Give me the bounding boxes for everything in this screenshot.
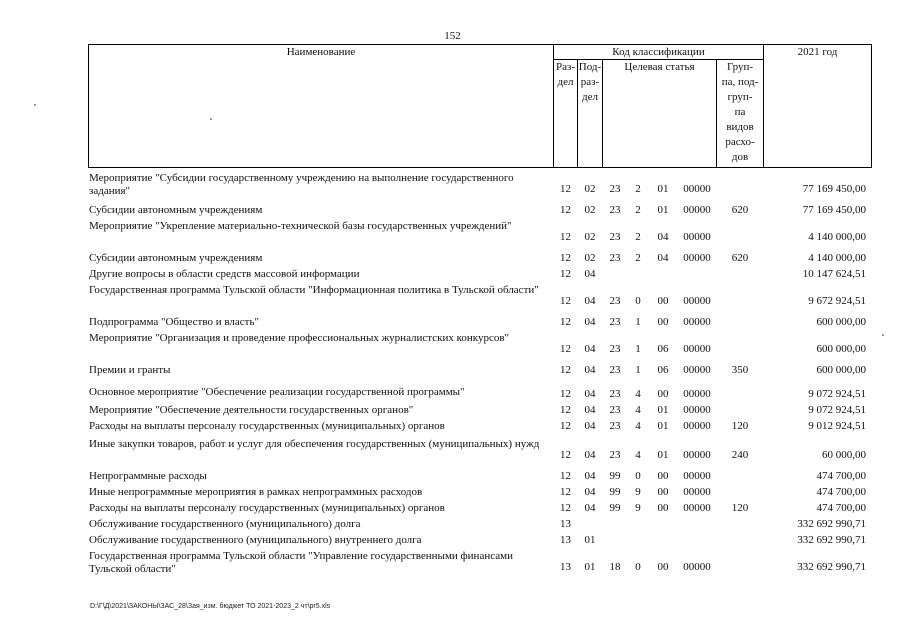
file-path: D:\Г\Д\2021\ЗАКОНЫ\ЗАС_28\Зая_изм. бюджет ТО 2021-2023_2 чт\pr5.xls [90, 603, 331, 610]
row-code-pr: 01 [584, 534, 596, 546]
row-amount: 4 140 000,00 [808, 252, 866, 264]
header-classification: Код классификации [612, 46, 705, 58]
row-code-c1: 99 [609, 502, 621, 514]
row-code-pr: 04 [584, 449, 596, 461]
row-code-c1: 23 [609, 252, 621, 264]
row-code-c4: 00000 [683, 316, 711, 328]
row-code-c3: 04 [657, 252, 669, 264]
header-year-cell [763, 44, 872, 168]
row-code-c4: 00000 [683, 252, 711, 264]
row-code-pr: 02 [584, 183, 596, 195]
row-code-c2: 0 [635, 470, 641, 482]
table-row [88, 502, 872, 516]
row-name: Государственная программа Тульской области "Информационная политика в Тульской области" [89, 284, 539, 296]
row-code-c4: 00000 [683, 420, 711, 432]
row-code-c4: 00000 [683, 204, 711, 216]
row-name: Расходы на выплаты персоналу государственных (муниципальных) органов [89, 420, 445, 432]
row-name: Другие вопросы в области средств массовой информации [89, 268, 360, 280]
row-code-rz: 13 [560, 534, 571, 546]
header-classification-cell [553, 44, 764, 60]
row-name: Мероприятие "Организация и проведение профессиональных журналистских конкурсов" [89, 332, 510, 344]
row-amount: 474 700,00 [816, 470, 866, 482]
row-amount: 77 169 450,00 [802, 204, 866, 216]
table-row [88, 438, 872, 468]
row-code-c3: 00 [657, 502, 669, 514]
row-code-c4: 00000 [683, 486, 711, 498]
row-name: Непрограммные расходы [89, 470, 207, 482]
table-row [88, 382, 872, 402]
row-code-c2: 1 [635, 343, 641, 355]
row-code-pr: 04 [584, 343, 596, 355]
row-code-c1: 23 [609, 420, 621, 432]
header-name-cell [88, 44, 554, 168]
row-code-c2: 9 [635, 502, 641, 514]
row-name: Основное мероприятие "Обеспечение реализации государственной программы" [89, 386, 465, 398]
row-name: Обслуживание государственного (муниципального) внутреннего долга [89, 534, 422, 546]
row-code-c2: 1 [635, 316, 641, 328]
row-code-c1: 23 [609, 231, 621, 243]
row-amount: 332 692 990,71 [797, 561, 866, 573]
row-code-c1: 23 [609, 343, 621, 355]
table-row [88, 316, 872, 330]
row-code-c1: 23 [609, 204, 621, 216]
row-code-pr: 02 [584, 252, 596, 264]
row-code-c2: 2 [635, 183, 641, 195]
row-amount: 9 672 924,51 [808, 295, 866, 307]
row-code-vr: 620 [731, 204, 749, 216]
row-amount: 10 147 624,51 [802, 268, 866, 280]
row-code-pr: 04 [584, 420, 596, 432]
row-name: Мероприятие "Укрепление материально-технической базы государственных учреждений" [89, 220, 512, 232]
row-code-rz: 12 [560, 231, 571, 243]
row-name: Подпрограмма "Общество и власть" [89, 316, 259, 328]
scan-speck [34, 104, 36, 106]
row-code-pr: 04 [584, 486, 596, 498]
row-code-c3: 00 [657, 388, 669, 400]
row-code-c2: 2 [635, 252, 641, 264]
row-amount: 9 072 924,51 [808, 404, 866, 416]
row-code-pr: 04 [584, 295, 596, 307]
row-code-c3: 01 [657, 420, 669, 432]
row-code-c2: 4 [635, 420, 641, 432]
row-code-pr: 04 [584, 268, 596, 280]
row-code-pr: 04 [584, 404, 596, 416]
row-code-c4: 00000 [683, 470, 711, 482]
header-name: Наименование [286, 46, 356, 58]
row-code-c1: 99 [609, 486, 621, 498]
row-code-c1: 99 [609, 470, 621, 482]
row-code-rz: 12 [560, 404, 571, 416]
row-code-c1: 23 [609, 388, 621, 400]
row-code-c2: 2 [635, 231, 641, 243]
row-amount: 474 700,00 [816, 486, 866, 498]
row-code-c1: 23 [609, 183, 621, 195]
row-code-rz: 12 [560, 449, 571, 461]
row-amount: 77 169 450,00 [802, 183, 866, 195]
table-row [88, 204, 872, 218]
table-row [88, 268, 872, 282]
table-row [88, 486, 872, 500]
row-name: Премии и гранты [89, 364, 171, 376]
table-row [88, 172, 872, 202]
row-code-c2: 4 [635, 388, 641, 400]
row-code-rz: 12 [560, 470, 571, 482]
row-code-vr: 240 [731, 449, 749, 461]
scan-speck [882, 334, 884, 336]
row-code-c3: 00 [657, 316, 669, 328]
row-code-rz: 12 [560, 420, 571, 432]
row-amount: 9 012 924,51 [808, 420, 866, 432]
row-code-c2: 4 [635, 449, 641, 461]
row-code-c4: 00000 [683, 364, 711, 376]
row-code-c3: 00 [657, 486, 669, 498]
row-name: Субсидии автономным учреждениям [89, 252, 263, 264]
row-code-vr: 120 [731, 502, 749, 514]
row-code-vr: 120 [731, 420, 749, 432]
row-code-c4: 00000 [683, 561, 711, 573]
row-name: Иные закупки товаров, работ и услуг для обеспечения государственных (муниципальных) нужд [89, 438, 540, 450]
row-code-c3: 00 [657, 295, 669, 307]
row-code-rz: 12 [560, 486, 571, 498]
row-code-rz: 12 [560, 252, 571, 264]
row-code-rz: 12 [560, 343, 571, 355]
row-code-rz: 12 [560, 502, 571, 514]
row-amount: 332 692 990,71 [797, 518, 866, 530]
row-code-rz: 12 [560, 388, 571, 400]
row-code-c1: 23 [609, 449, 621, 461]
table-row [88, 518, 872, 532]
row-code-rz: 12 [560, 183, 571, 195]
row-name: Государственная программа Тульской области "Управление государственными финансами Тульской области" [89, 550, 513, 575]
table-header [88, 44, 872, 168]
row-code-c3: 01 [657, 404, 669, 416]
row-code-rz: 12 [560, 316, 571, 328]
row-name: Иные непрограммные мероприятия в рамках непрограммных расходов [89, 486, 423, 498]
row-code-c4: 00000 [683, 449, 711, 461]
row-code-c1: 23 [609, 295, 621, 307]
row-code-c3: 01 [657, 449, 669, 461]
row-code-c3: 01 [657, 204, 669, 216]
row-code-c4: 00000 [683, 183, 711, 195]
row-amount: 9 072 924,51 [808, 388, 866, 400]
row-code-c3: 00 [657, 561, 669, 573]
row-code-c3: 06 [657, 343, 669, 355]
row-code-c3: 01 [657, 183, 669, 195]
row-amount: 600 000,00 [816, 343, 866, 355]
row-amount: 60 000,00 [822, 449, 866, 461]
table-row [88, 550, 872, 580]
table-row [88, 284, 872, 314]
row-code-rz: 13 [560, 561, 571, 573]
row-code-pr: 04 [584, 364, 596, 376]
row-code-c4: 00000 [683, 295, 711, 307]
row-code-c2: 1 [635, 364, 641, 376]
row-code-c4: 00000 [683, 502, 711, 514]
row-code-pr: 04 [584, 470, 596, 482]
scan-speck [210, 118, 212, 120]
row-code-c1: 18 [609, 561, 621, 573]
row-amount: 600 000,00 [816, 364, 866, 376]
row-code-pr: 04 [584, 502, 596, 514]
row-code-pr: 01 [584, 561, 596, 573]
row-amount: 474 700,00 [816, 502, 866, 514]
row-name: Расходы на выплаты персоналу государственных (муниципальных) органов [89, 502, 445, 514]
row-code-pr: 02 [584, 204, 596, 216]
header-section: Раз- дел [553, 59, 578, 168]
header-subsection: Под- раз- дел [577, 59, 603, 168]
row-code-c1: 23 [609, 404, 621, 416]
row-code-c4: 00000 [683, 404, 711, 416]
table-row [88, 252, 872, 266]
row-code-c1: 23 [609, 316, 621, 328]
row-code-pr: 04 [584, 388, 596, 400]
row-code-c3: 06 [657, 364, 669, 376]
row-name: Мероприятие "Обеспечение деятельности государственных органов" [89, 404, 414, 416]
row-code-c4: 00000 [683, 231, 711, 243]
row-code-vr: 350 [731, 364, 749, 376]
row-name: Обслуживание государственного (муниципального) долга [89, 518, 361, 530]
row-amount: 332 692 990,71 [797, 534, 866, 546]
row-code-rz: 12 [560, 268, 571, 280]
table-row [88, 220, 872, 250]
row-code-c4: 00000 [683, 343, 711, 355]
table-row [88, 534, 872, 548]
row-code-c2: 0 [635, 561, 641, 573]
table-row [88, 332, 872, 362]
row-code-c4: 00000 [683, 388, 711, 400]
row-code-rz: 12 [560, 364, 571, 376]
row-code-rz: 12 [560, 204, 571, 216]
table-row [88, 420, 872, 434]
header-group: Груп- па, под- груп- па видов расхо- дов [716, 59, 764, 168]
row-code-vr: 620 [731, 252, 749, 264]
header-target-article: Целевая статья [602, 59, 717, 168]
row-code-c2: 9 [635, 486, 641, 498]
row-code-rz: 13 [560, 518, 571, 530]
row-code-c3: 00 [657, 470, 669, 482]
row-code-c2: 4 [635, 404, 641, 416]
row-code-pr: 02 [584, 231, 596, 243]
row-code-c1: 23 [609, 364, 621, 376]
row-code-c3: 04 [657, 231, 669, 243]
row-code-c2: 0 [635, 295, 641, 307]
row-code-rz: 12 [560, 295, 571, 307]
page-number: 152 [444, 30, 461, 42]
row-name: Мероприятие "Субсидии государственному учреждению на выполнение государственного задания" [89, 172, 514, 197]
table-row [88, 404, 872, 418]
table-row [88, 470, 872, 484]
row-code-pr: 04 [584, 316, 596, 328]
row-name: Субсидии автономным учреждениям [89, 204, 263, 216]
row-amount: 4 140 000,00 [808, 231, 866, 243]
table-row [88, 364, 872, 378]
row-amount: 600 000,00 [816, 316, 866, 328]
header-year: 2021 год [797, 46, 838, 58]
row-code-c2: 2 [635, 204, 641, 216]
